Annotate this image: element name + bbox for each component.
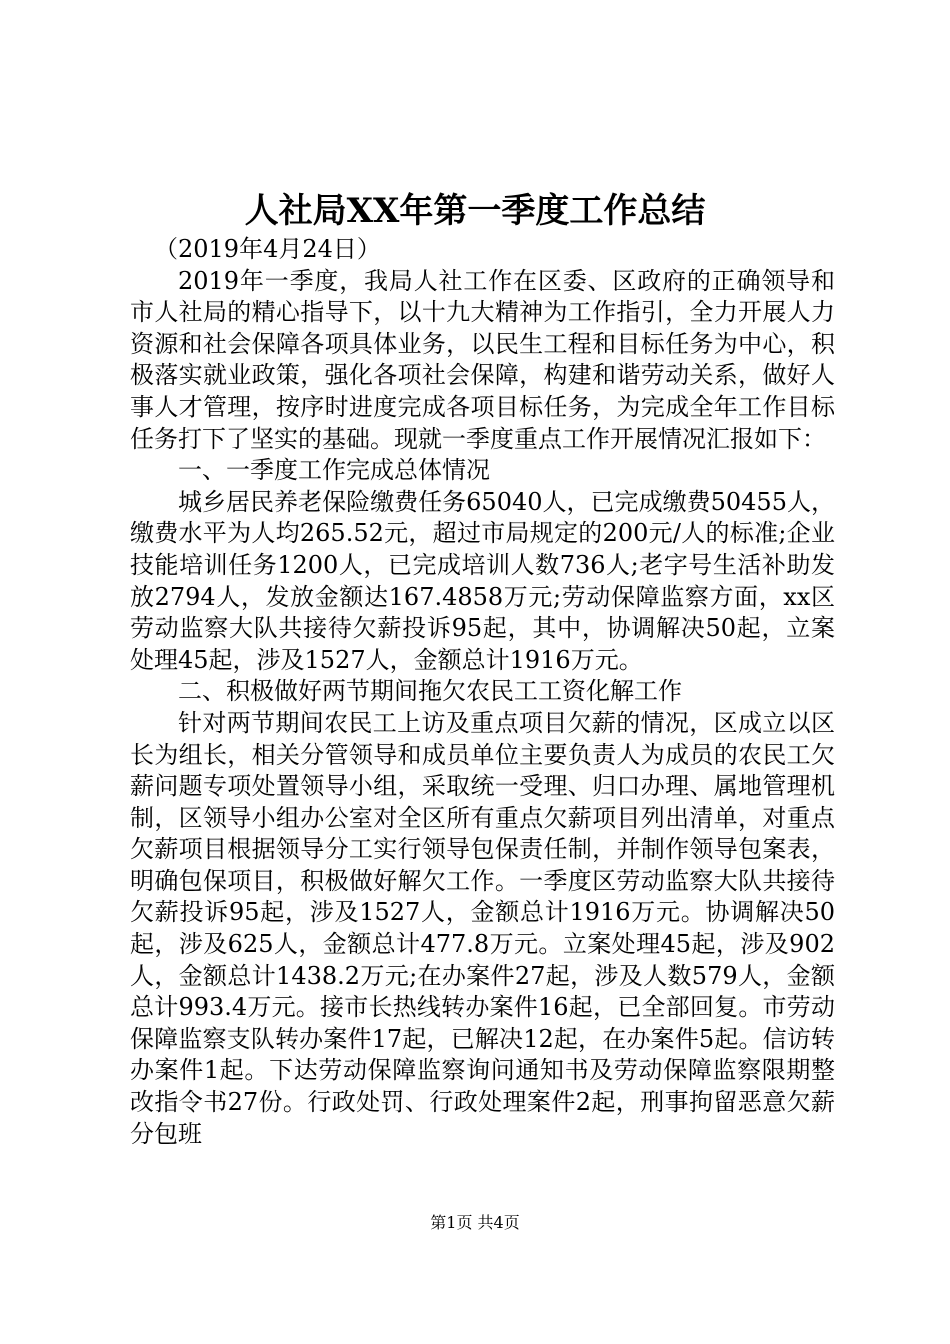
document-title: 人社局XX年第一季度工作总结 bbox=[244, 191, 706, 231]
document-date: （2019年4月24日） bbox=[154, 235, 381, 263]
paragraph-intro: 2019年一季度，我局人社工作在区委、区政府的正确领导和市人社局的精心指导下，以十九大精神为工作指引，全力开展人力资源和社会保障各项具体业务，以民生工程和目标任务为中心，积极落实就业政策，强化各项社会保障，构建和谐劳动关系，做好人事人才管理，按序时进度完成各项目标任务，为完成全年工作目标任务打下了坚实的基础。现就一季度重点工作开展情况汇报如下： bbox=[130, 266, 835, 453]
section-heading-1: 一、一季度工作完成总体情况 bbox=[178, 456, 490, 485]
paragraph-section-1: 城乡居民养老保险缴费任务65040人，已完成缴费50455人，缴费水平为人均265.52元，超过市局规定的200元/人的标准;企业技能培训任务1200人，已完成培训人数736人;老字号生活补助发放2794人，发放金额达167.4858万元;劳动保障监察方面，xx区劳动监察大队共接待欠薪投诉95起，其中，协调解决50起，立案处理45起，涉及1527人，金额总计1916万元。 bbox=[130, 487, 835, 674]
section-heading-2: 二、积极做好两节期间拖欠农民工工资化解工作 bbox=[178, 677, 682, 706]
page-footer: 第1页 共4页 bbox=[430, 1213, 520, 1232]
document-body bbox=[130, 234, 835, 1150]
paragraph-section-2: 针对两节期间农民工上访及重点项目欠薪的情况，区成立以区长为组长，相关分管领导和成员单位主要负责人为成员的农民工欠薪问题专项处置领导小组，采取统一受理、归口办理、属地管理机制，区领导小组办公室对全区所有重点欠薪项目列出清单，对重点欠薪项目根据领导分工实行领导包保责任制，并制作领导包案表，明确包保项目，积极做好解欠工作。一季度区劳动监察大队共接待欠薪投诉95起，涉及1527人，金额总计1916万元。协调解决50起，涉及625人，金额总计477.8万元。立案处理45起，涉及902人，金额总计1438.2万元;在办案件27起，涉及人数579人，金额总计993.4万元。接市长热线转办案件16起，已全部回复。市劳动保障监察支队转办案件17起，已解决12起，在办案件5起。信访转办案件1起。下达劳动保障监察询问通知书及劳动保障监察限期整改指令书27份。行政处罚、行政处理案件2起，刑事拘留恶意欠薪分包班 bbox=[130, 708, 835, 1148]
